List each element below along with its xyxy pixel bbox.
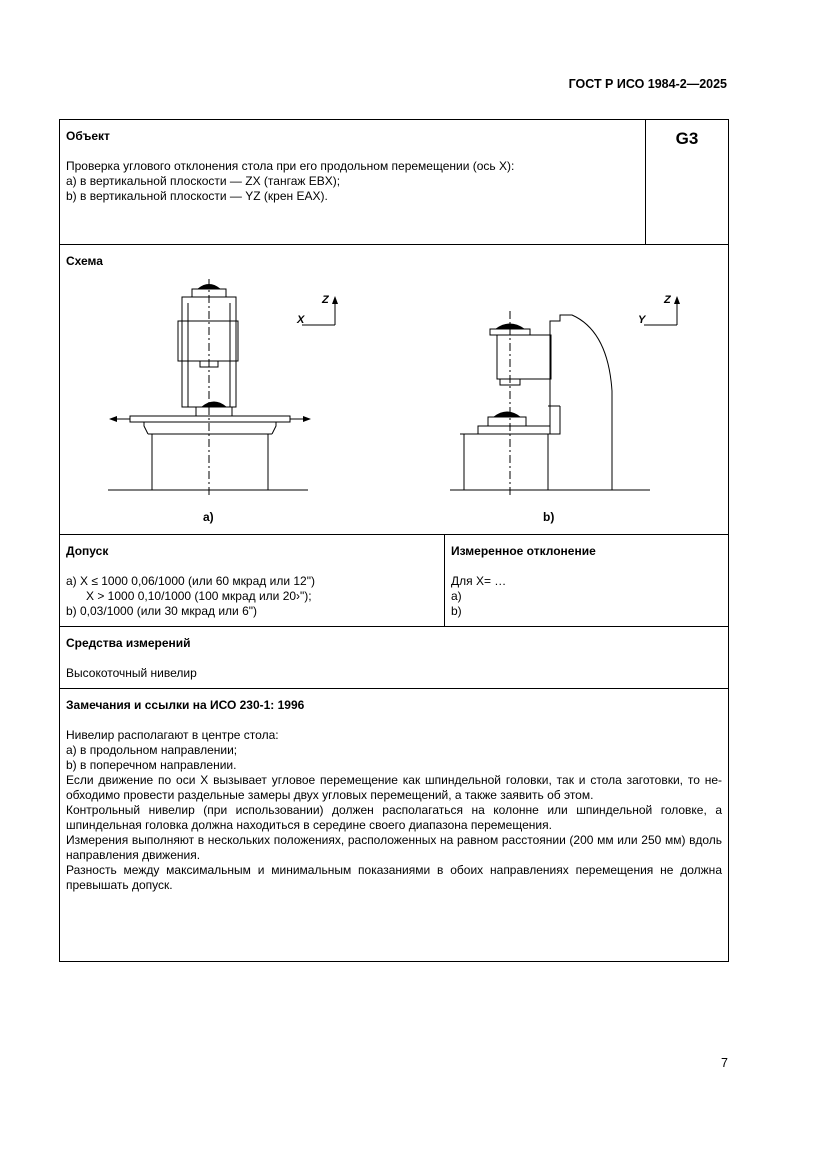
tolerance-line: a) X ≤ 1000 0,06/1000 (или 60 мкрад или 12") xyxy=(66,574,315,588)
test-sheet-table xyxy=(59,119,729,962)
notes-title: Замечания и ссылки на ИСО 230-1: 1996 xyxy=(66,698,305,712)
machine-side-view xyxy=(450,311,650,497)
scheme-title: Схема xyxy=(66,254,103,268)
notes-paragraph: Разность между максимальным и минимальным показаниями в обоих направлениях перемещения не должна превышать допуск. xyxy=(66,863,722,892)
measured-line: a) xyxy=(451,589,462,603)
object-section xyxy=(60,120,646,245)
axis-z-label-a: Z xyxy=(322,294,329,306)
notes-paragraph: Контрольный нивелир (при использовании) должен располагаться на колонне или шпиндельной головке, а шпиндельная головка должна находиться в середине своего диапазона перемещения. xyxy=(66,803,722,832)
tolerance-line: b) 0,03/1000 (или 30 мкрад или 6") xyxy=(66,604,257,618)
instruments-section xyxy=(60,627,729,689)
notes-line: Нивелир располагают в центре стола: xyxy=(66,728,279,742)
object-line: b) в вертикальной плоскости — YZ (крен EAX). xyxy=(66,189,328,203)
test-code: G3 xyxy=(675,129,699,148)
measured-title: Измеренное отклонение xyxy=(451,544,596,558)
instruments-text: Высокоточный нивелир xyxy=(66,666,197,680)
axis-x-label-a: X xyxy=(297,314,305,326)
axis-y-label-b: Y xyxy=(638,314,646,326)
notes-line: a) в продольном направлении; xyxy=(66,743,238,757)
scheme-section xyxy=(60,245,729,535)
axis-z-label-b: Z xyxy=(664,294,671,306)
object-line: Проверка углового отклонения стола при его продольном перемещении (ось X): xyxy=(66,159,515,173)
measured-line: b) xyxy=(451,604,462,618)
tolerance-section xyxy=(60,535,445,627)
tolerance-line: X > 1000 0,10/1000 (100 мкрад или 20›"); xyxy=(86,589,312,603)
machine-front-view xyxy=(108,279,310,497)
figure-a-caption: a) xyxy=(203,510,214,524)
tolerance-title: Допуск xyxy=(66,544,109,558)
notes-paragraph: Измерения выполняют в нескольких положениях, расположенных на равном расстоянии (200 мм или 250 мм) вдоль направления движения. xyxy=(66,833,722,862)
measured-line: Для X= … xyxy=(451,574,507,588)
object-title: Объект xyxy=(66,129,110,143)
instruments-title: Средства измерений xyxy=(66,636,191,650)
test-code-cell xyxy=(646,120,729,245)
notes-section xyxy=(60,689,729,962)
notes-line: b) в поперечном направлении. xyxy=(66,758,237,772)
figure-b-caption: b) xyxy=(543,510,555,524)
notes-paragraph: Если движение по оси X вызывает угловое перемещение как шпиндельной головки, так и стола заготовки, то не-обходимо провести раздельные замеры двух угловых перемещений, а также заявить об этом. xyxy=(66,773,722,802)
document-id: ГОСТ Р ИСО 1984-2—2025 xyxy=(568,77,727,91)
measured-section xyxy=(445,535,729,627)
page-number: 7 xyxy=(721,1056,728,1070)
object-line: a) в вертикальной плоскости — ZX (тангаж EBX); xyxy=(66,174,341,188)
scheme-drawing xyxy=(60,271,727,533)
